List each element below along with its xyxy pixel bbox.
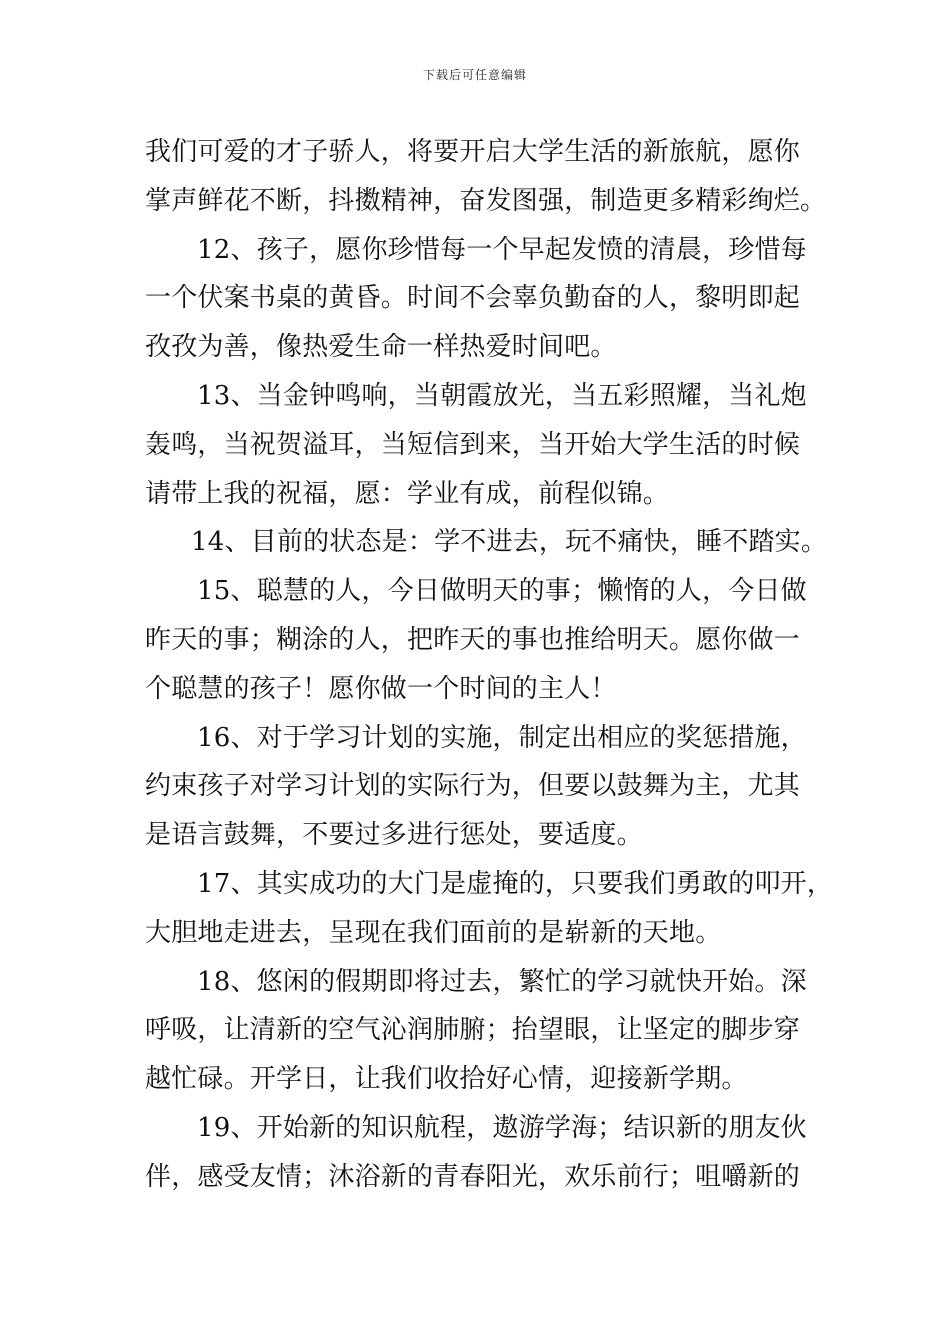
text-line: 15、聪慧的人，今日做明天的事；懒惰的人，今日做 bbox=[197, 576, 807, 607]
text-line: 18、悠闲的假期即将过去，繁忙的学习就快开始。深 bbox=[197, 966, 807, 997]
paragraph-p11 bbox=[145, 128, 827, 226]
paragraph-p19 bbox=[145, 1104, 810, 1202]
text-line: 17、其实成功的大门是虚掩的，只要我们勇敢的叩开， bbox=[197, 868, 834, 899]
text-line: 轰鸣，当祝贺溢耳，当短信到来，当开始大学生活的时候 bbox=[145, 429, 801, 460]
text-line: 约束孩子对学习计划的实际行为，但要以鼓舞为主，尤其 bbox=[145, 771, 801, 802]
text-line: 12、孩子，愿你珍惜每一个早起发愤的清晨，珍惜每 bbox=[197, 234, 807, 265]
paragraph-p17 bbox=[145, 860, 834, 958]
text-line: 是语言鼓舞，不要过多进行惩处，要适度。 bbox=[145, 820, 643, 851]
text-line: 一个伏案书桌的黄昏。时间不会辜负勤奋的人，黎明即起 bbox=[145, 283, 801, 314]
text-line: 大胆地走进去，呈现在我们面前的是崭新的天地。 bbox=[145, 917, 722, 948]
text-line: 14、目前的状态是：学不进去，玩不痛快，睡不踏实。 bbox=[191, 527, 828, 558]
paragraph-p12 bbox=[145, 226, 810, 372]
paragraph-p16 bbox=[145, 714, 810, 860]
text-line: 昨天的事；糊涂的人，把昨天的事也推给明天。愿你做一 bbox=[145, 624, 801, 655]
text-line: 请带上我的祝福，愿：学业有成，前程似锦。 bbox=[145, 478, 670, 509]
text-line: 个聪慧的孩子！愿你做一个时间的主人！ bbox=[145, 673, 617, 704]
paragraph-p15 bbox=[145, 567, 810, 713]
text-line: 19、开始新的知识航程，遨游学海；结识新的朋友伙 bbox=[197, 1112, 807, 1143]
text-line: 13、当金钟鸣响，当朝霞放光，当五彩照耀，当礼炮 bbox=[197, 380, 807, 411]
text-line: 掌声鲜花不断，抖擞精神，奋发图强，制造更多精彩绚烂。 bbox=[145, 185, 827, 216]
text-line: 呼吸，让清新的空气沁润肺腑；抬望眼，让坚定的脚步穿 bbox=[145, 1015, 801, 1046]
paragraph-p13 bbox=[145, 372, 810, 518]
text-line: 孜孜为善，像热爱生命一样热爱时间吧。 bbox=[145, 332, 617, 363]
text-line: 我们可爱的才子骄人，将要开启大学生活的新旅航，愿你 bbox=[145, 137, 801, 167]
paragraph-p14 bbox=[145, 518, 828, 567]
text-line: 越忙碌。开学日，让我们收拾好心情，迎接新学期。 bbox=[145, 1064, 748, 1095]
page-header: 下载后可任意编辑 bbox=[422, 68, 527, 82]
document-body bbox=[145, 128, 834, 1202]
text-line: 16、对于学习计划的实施，制定出相应的奖惩措施， bbox=[197, 722, 807, 753]
text-line: 伴，感受友情；沐浴新的青春阳光，欢乐前行；咀嚼新的 bbox=[145, 1161, 801, 1192]
paragraph-p18 bbox=[145, 958, 810, 1104]
